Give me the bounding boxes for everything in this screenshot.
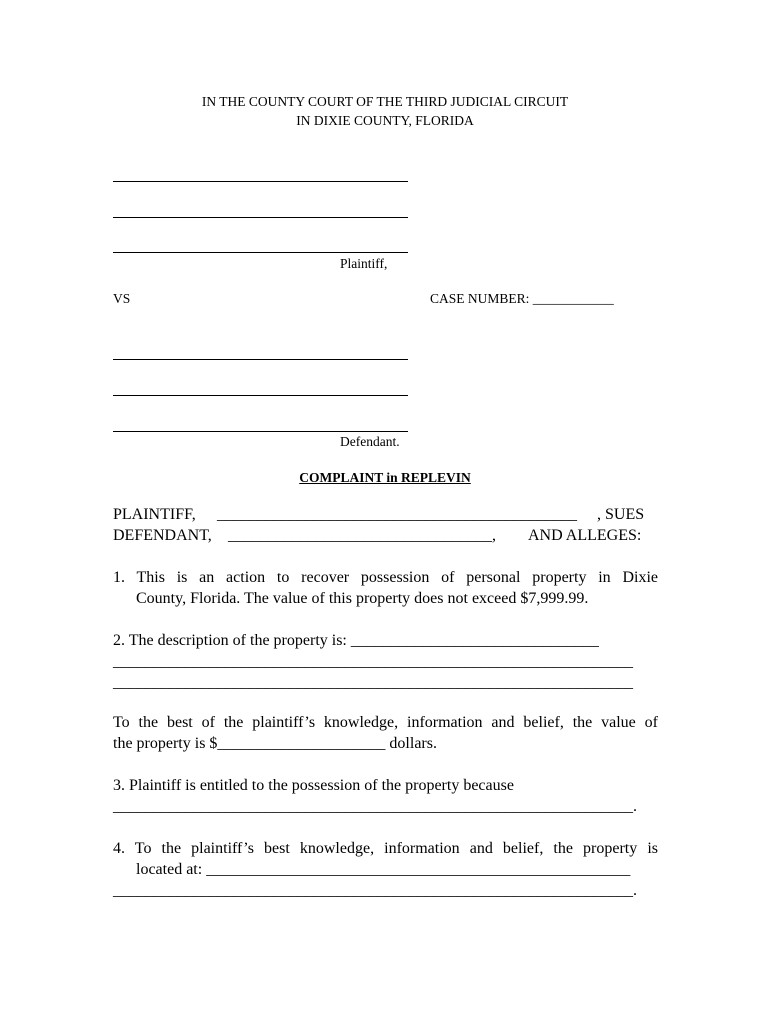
paragraph-2-line-3[interactable]: _________________________________________________________________: [113, 674, 633, 691]
intro-defendant-label: DEFENDANT,: [113, 527, 212, 544]
case-number-field[interactable]: CASE NUMBER: ____________: [430, 291, 614, 306]
intro-plaintiff-label: PLAINTIFF,: [113, 506, 196, 523]
plaintiff-name-line-2[interactable]: [113, 217, 408, 218]
paragraph-3-line-2[interactable]: _________________________________________________________________.: [113, 798, 637, 815]
value-statement-line-2[interactable]: the property is $_____________________ dollars.: [113, 735, 437, 752]
paragraph-3-line-1: 3. Plaintiff is entitled to the possession of the property because: [113, 777, 514, 794]
defendant-label: Defendant.: [340, 434, 400, 449]
intro-defendant-blank[interactable]: _________________________________,: [228, 527, 496, 544]
intro-plaintiff-blank[interactable]: _____________________________________________: [217, 506, 577, 523]
paragraph-4-line-1: 4. To the plaintiff’s best knowledge, information and belief, the property is: [113, 840, 658, 857]
court-header-line2: IN DIXIE COUNTY, FLORIDA: [296, 113, 474, 128]
value-statement-line-1: To the best of the plaintiff’s knowledge, information and belief, the value of: [113, 714, 658, 731]
plaintiff-name-line-1[interactable]: [113, 181, 408, 182]
paragraph-2-line-2[interactable]: _________________________________________________________________: [113, 653, 633, 670]
intro-sues-label: , SUES: [597, 506, 645, 523]
paragraph-4-line-3[interactable]: _________________________________________________________________.: [113, 882, 637, 899]
vs-label: VS: [113, 291, 131, 306]
plaintiff-label: Plaintiff,: [340, 256, 388, 271]
plaintiff-name-line-3[interactable]: [113, 252, 408, 253]
paragraph-1-line-2: County, Florida. The value of this property does not exceed $7,999.99.: [136, 590, 589, 607]
paragraph-4-line-2[interactable]: located at: _____________________________________________________: [136, 861, 631, 878]
document-title: COMPLAINT in REPLEVIN: [299, 470, 471, 485]
intro-alleges-label: AND ALLEGES:: [528, 527, 642, 544]
paragraph-1-line-1: 1. This is an action to recover possession of personal property in Dixie: [113, 569, 658, 586]
defendant-name-line-1[interactable]: [113, 359, 408, 360]
defendant-name-line-2[interactable]: [113, 395, 408, 396]
paragraph-2-line-1[interactable]: 2. The description of the property is: _______________________________: [113, 632, 599, 649]
defendant-name-line-3[interactable]: [113, 431, 408, 432]
court-header-line1: IN THE COUNTY COURT OF THE THIRD JUDICIAL CIRCUIT: [201, 94, 569, 109]
